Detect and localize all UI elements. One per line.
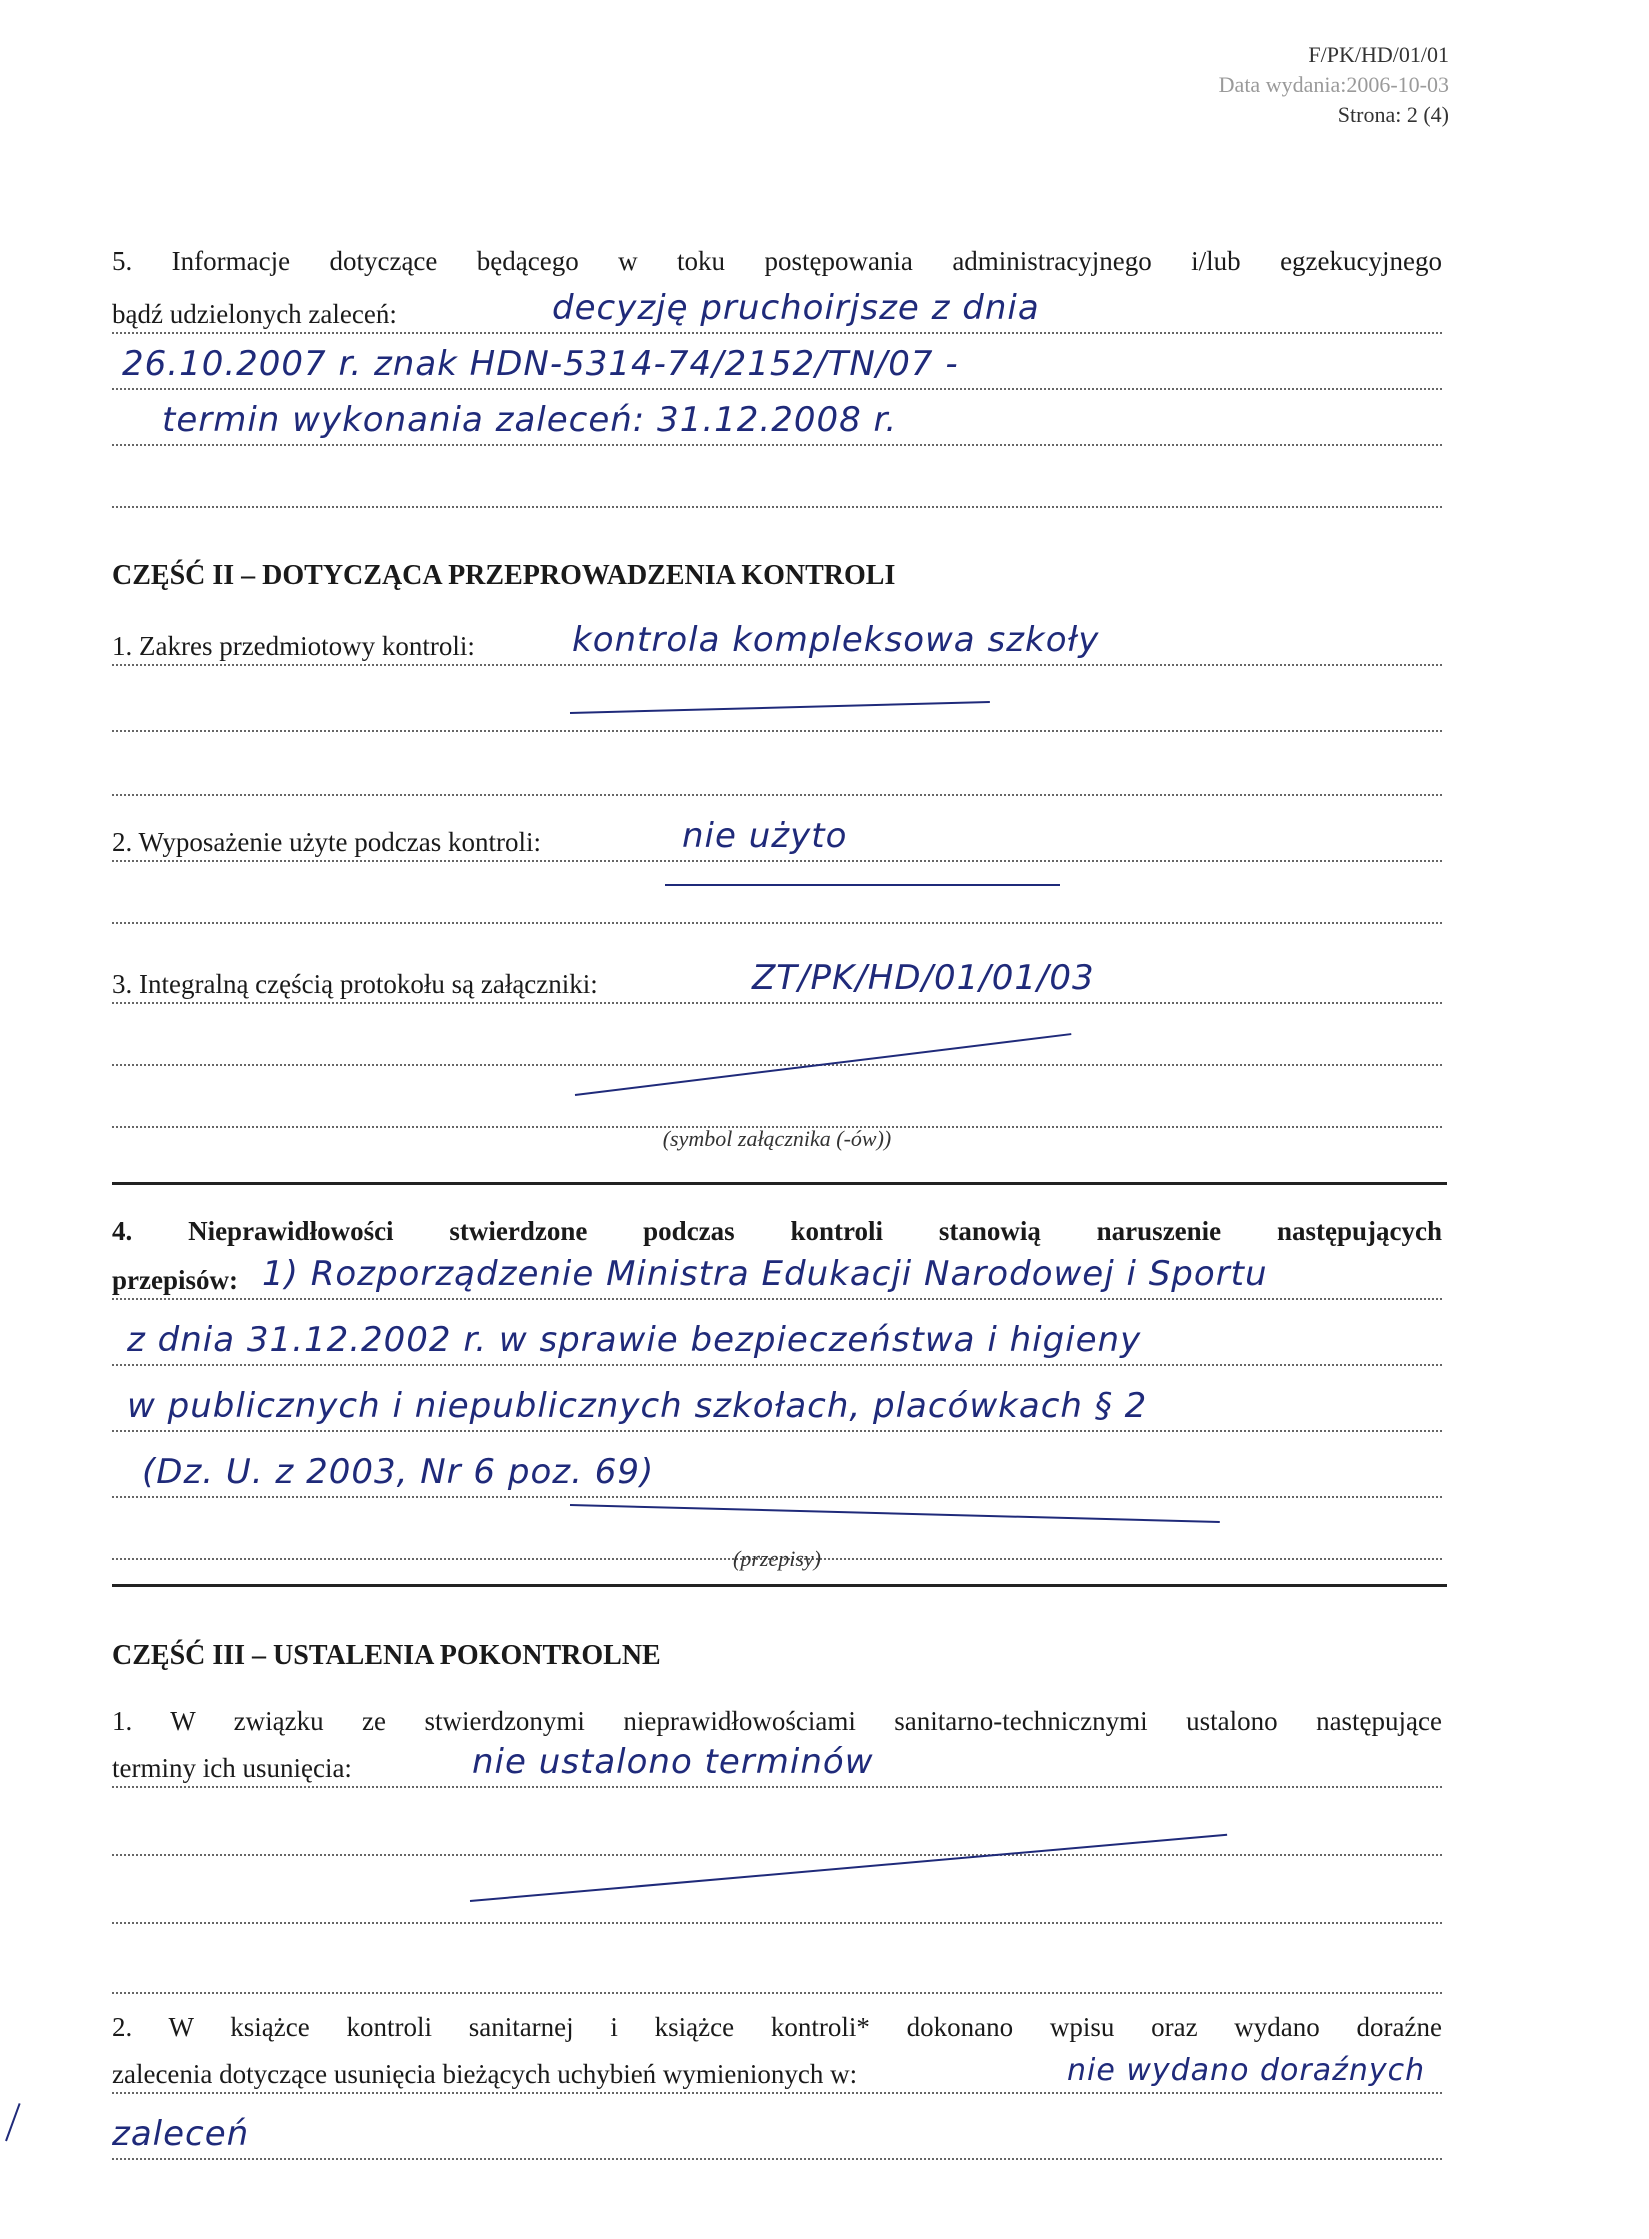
part3-q2-label: 2. W książce kontroli sanitarnej i książce kontroli* dokonano wpisu oraz wydano doraźne — [112, 2012, 1442, 2042]
section-divider — [112, 1584, 1447, 1587]
part2-q4-handwriting-4: (Dz. U. z 2003, Nr 6 poz. 69) — [142, 1452, 655, 1492]
part3-q1-label: 1. W związku ze stwierdzonymi nieprawidłowościami sanitarno-technicznymi ustalono następujące — [112, 1706, 1442, 1736]
part2-q4-row-4 — [112, 1454, 1442, 1498]
form-code: F/PK/HD/01/01 — [1308, 42, 1449, 67]
part3-q2-handwriting-1: nie wydano doraźnych — [1067, 2053, 1426, 2088]
issue-date: Data wydania:2006-10-03 — [1218, 72, 1449, 97]
part2-q3-row-3 — [112, 1084, 1442, 1128]
section5-row-3 — [112, 402, 1442, 446]
margin-signature-mark — [5, 2103, 21, 2141]
part3-q1-row-1 — [112, 1744, 1442, 1788]
part2-q3-label: 3. Integralną częścią protokołu są załączniki: — [112, 969, 602, 1000]
part2-q4-handwriting-3: w publicznych i niepublicznych szkołach, placówkach § 2 — [127, 1386, 1148, 1426]
section5-label-2: bądź udzielonych zaleceń: — [112, 299, 401, 330]
section5-row-2 — [112, 346, 1442, 390]
part2-q4-row-3 — [112, 1388, 1442, 1432]
part3-q1-row-4 — [112, 1950, 1442, 1994]
section5-row-1 — [112, 290, 1442, 334]
part2-q4-label-2: przepisów: — [112, 1265, 242, 1296]
part2-q2-label: 2. Wyposażenie użyte podczas kontroli: — [112, 827, 545, 858]
part3-q2-row-2 — [112, 2116, 1442, 2160]
part2-q4-row-1 — [112, 1256, 1442, 1300]
part3-q1-row-3 — [112, 1880, 1442, 1924]
part2-q4-caption: (przepisy) — [733, 1546, 821, 1571]
part2-q1-row-2 — [112, 688, 1442, 732]
part3-q2-row-1 — [112, 2050, 1442, 2094]
part2-q1-row-3 — [112, 752, 1442, 796]
part3-heading: CZĘŚĆ III – USTALENIA POKONTROLNE — [112, 1640, 661, 1671]
part2-heading: CZĘŚĆ II – DOTYCZĄCA PRZEPROWADZENIA KONTROLI — [112, 560, 896, 591]
part3-q1-row-2 — [112, 1812, 1442, 1856]
section5-handwriting-1: decyzję pruchoirjsze z dnia — [552, 288, 1040, 328]
part2-q4-label: 4. Nieprawidłowości stwierdzone podczas kontroli stanowią naruszenie następujących — [112, 1216, 1442, 1246]
part2-q1-label: 1. Zakres przedmiotowy kontroli: — [112, 631, 479, 662]
part3-q1-label-2: terminy ich usunięcia: — [112, 1753, 356, 1784]
part3-q2-label-2: zalecenia dotyczące usunięcia bieżących uchybień wymienionych w: — [112, 2059, 861, 2090]
document-header — [1219, 40, 1449, 130]
part2-q4-handwriting-1: 1) Rozporządzenie Ministra Edukacji Narodowej i Sportu — [262, 1254, 1268, 1294]
part2-q3-handwriting: ZT/PK/HD/01/01/03 — [752, 958, 1095, 998]
page-number: Strona: 2 (4) — [1337, 102, 1449, 127]
part2-q2-row-2 — [112, 880, 1442, 924]
part2-q1-handwriting: kontrola kompleksowa szkoły — [572, 620, 1100, 660]
part2-q2-row — [112, 818, 1442, 862]
part2-q2-handwriting: nie użyto — [682, 816, 848, 856]
section5-label: 5. Informacje dotyczące będącego w toku postępowania administracyjnego i/lub egzekucyjnego — [112, 246, 1442, 276]
section-divider — [112, 1182, 1447, 1185]
part2-q3-row-2 — [112, 1022, 1442, 1066]
part2-q1-row — [112, 622, 1442, 666]
section5-row-4 — [112, 464, 1442, 508]
section5-handwriting-2: 26.10.2007 r. znak HDN-5314-74/2152/TN/07 - — [122, 344, 959, 384]
part2-q4-handwriting-2: z dnia 31.12.2002 r. w sprawie bezpieczeństwa i higieny — [127, 1320, 1142, 1360]
part2-q3-caption: (symbol załącznika (-ów)) — [662, 1126, 892, 1151]
part3-q2-handwriting-2: zaleceń — [112, 2114, 250, 2154]
part3-q1-handwriting: nie ustalono terminów — [472, 1742, 874, 1782]
part2-q4-row-2 — [112, 1322, 1442, 1366]
part2-q3-row — [112, 960, 1442, 1004]
section5-handwriting-3: termin wykonania zaleceń: 31.12.2008 r. — [162, 400, 898, 440]
